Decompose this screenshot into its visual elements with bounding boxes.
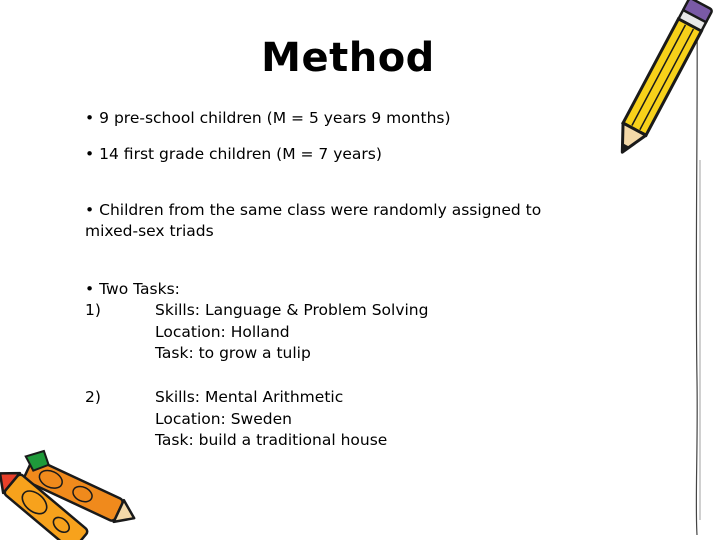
bullet-first-grade — [85, 144, 382, 165]
bullet-marker: • — [85, 109, 95, 127]
task-number: 1) — [85, 301, 101, 319]
bullet-marker: • — [85, 145, 95, 163]
bullet-text-line-2: mixed-sex triads — [85, 222, 214, 240]
bullet-text-line-1: Children from the same class were randomly assigned to — [99, 201, 542, 219]
bullet-marker: • — [85, 201, 95, 219]
bullet-text: 9 pre-school children (M = 5 years 9 months) — [99, 109, 451, 127]
task-location: Location: Sweden — [155, 409, 292, 428]
task-location: Location: Holland — [155, 322, 290, 341]
task-description: Task: build a traditional house — [155, 431, 388, 449]
task-description: Task: to grow a tulip — [155, 344, 311, 362]
task-skills: Skills: Mental Arithmetic — [155, 388, 344, 406]
crayons-icon — [0, 430, 150, 540]
bullet-random-assignment — [85, 200, 541, 242]
task-number: 2) — [85, 388, 101, 406]
bullet-text: 14 first grade children (M = 7 years) — [99, 145, 382, 163]
bullet-two-tasks — [85, 279, 180, 300]
slide-title: Method — [261, 35, 435, 81]
pencil-icon — [596, 0, 720, 540]
bullet-marker: • — [85, 280, 95, 298]
task-skills: Skills: Language & Problem Solving — [155, 301, 429, 319]
task-1 — [85, 300, 428, 365]
bullet-preschool — [85, 108, 451, 129]
bullet-text: Two Tasks: — [99, 280, 180, 298]
